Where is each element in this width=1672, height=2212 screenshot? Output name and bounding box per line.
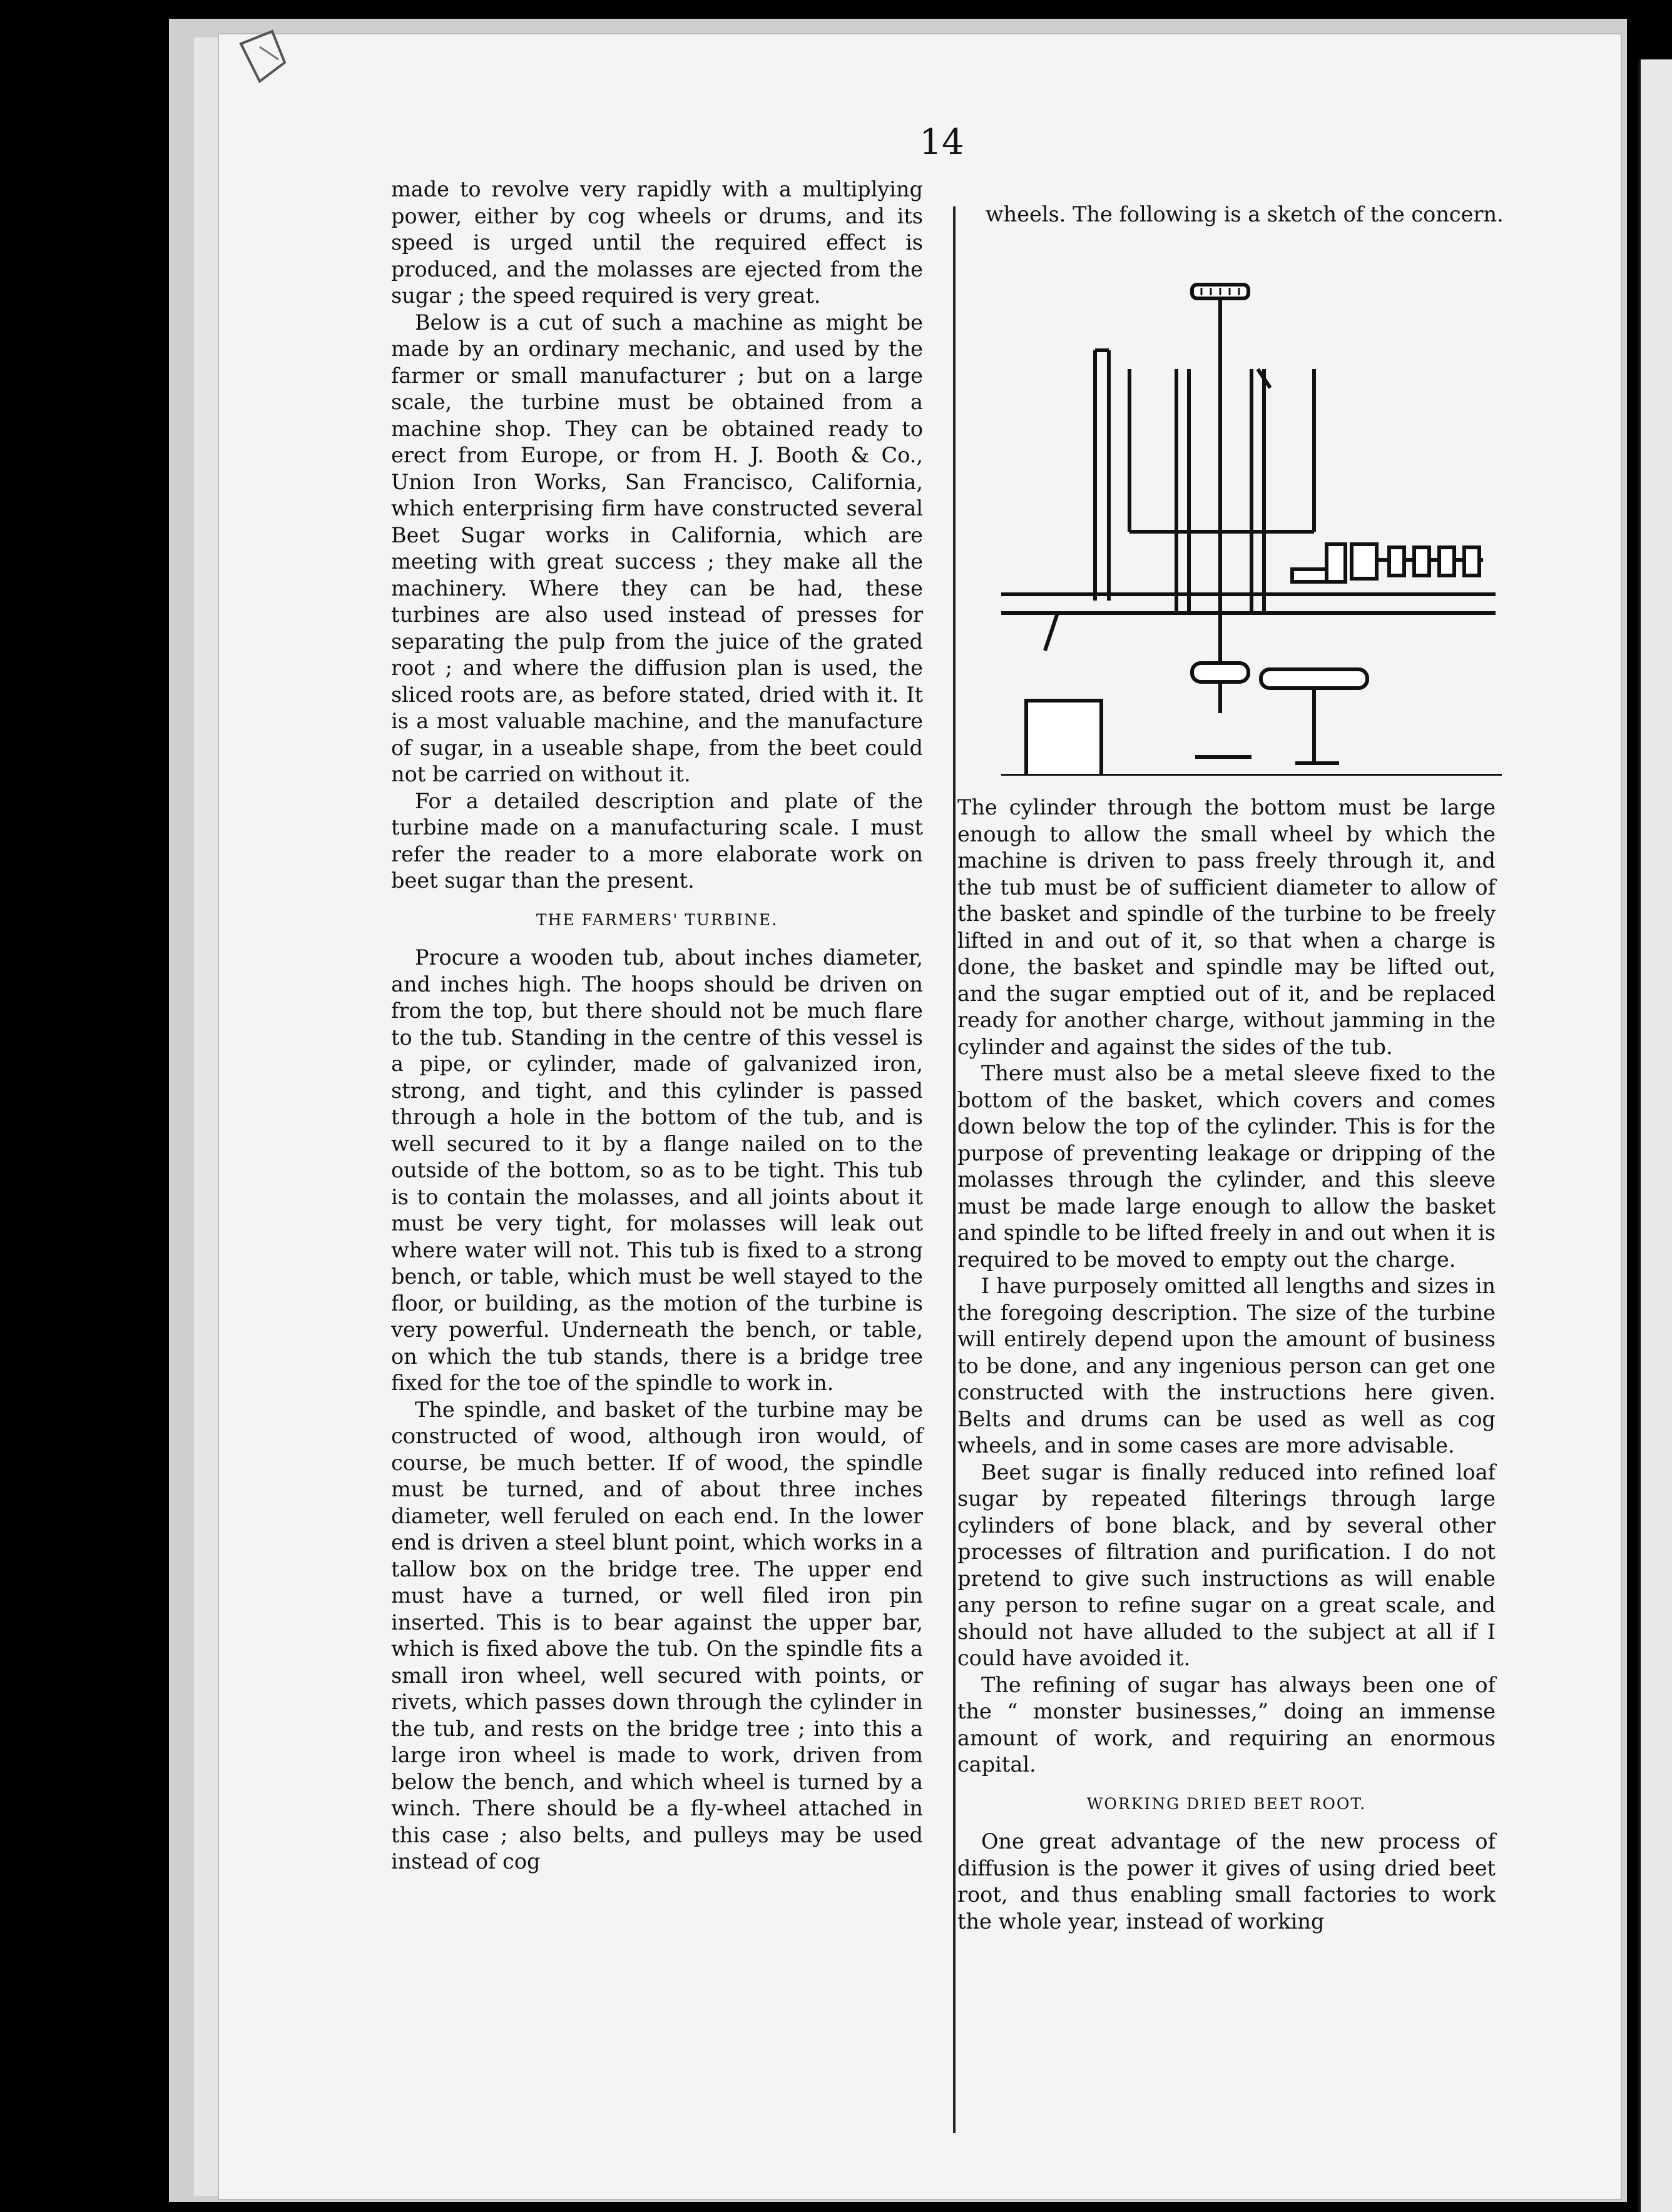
left-paragraph-2: Below is a cut of such a machine as might be made by an ordinary mechanic, and used by the farmer or small manufacturer ; but on a large scale, the turbine must be obtained from a machine shop. They can be obtained ready to erect from Europe, or from H. J. Booth & Co., Union Iron Works, San Francisco, California, which enterprising firm have constructed several Beet Sugar works in California, which are meeting with great success ; they make all the machinery. Where they can be had, these turbines are also used instead of presses for separating the pulp from the juice of the grated root ; and where the diffusion plan is used, the sliced roots are, as before stated, dried with it. It is a most valuable machine, and the manufacture of sugar, in a useable shape, from the beet could not be carried on without it. [391,310,923,786]
right-paragraph-2: There must also be a metal sleeve fixed to the bottom of the basket, which covers and comes down below the top of the cylinder. This is for the purpose of preventing leakage or dripping of the molasses through the cylinder, and this sleeve must be made large enough to allow the basket and spindle to be lifted freely in and out when it is required to be moved to empty out the charge. [957,1061,1496,1272]
left-paragraph-5: The spindle, and basket of the turbine may be constructed of wood, although iron would, of course, be much better. If of wood, the spindle must be turned, and of about three inches diameter, well feruled on each end. In the lower end is driven a steel blunt point, which works in a tallow box on the bridge tree. The upper end must have a turned, or well filed iron pin inserted. This is to bear against the upper bar, which is fixed above the tub. On the spindle fits a small iron wheel, well secured with points, or rivets, which passes down through the cylinder in the tub, and rests on the bridge tree ; into this a large iron wheel is made to work, driven from below the bench, and which wheel is turned by a winch. There should be a fly-wheel attached in this case ; also belts, and pulleys may be used instead of cog [391,1397,923,1874]
left-column [391,176,923,1875]
right-column-intro [986,201,1524,228]
page-number: 14 [919,122,964,163]
column-divider [953,206,956,2133]
turbine-sketch-icon [1001,275,1508,776]
left-paragraph-4: Procure a wooden tub, about inches diameter, and inches high. The hoops should be driven on from the top, but there should not be much flare to the tub. Standing in the centre of this vessel is a pipe, or cylinder, made of galvanized iron, strong, and tight, and this cylinder is passed through a hole in the bottom of the tub, and is well secured to it by a flange nailed on to the outside of the bottom, so as to be tight. This tub is to contain the molasses, and all joints about it must be very tight, for molasses will leak out where water will not. This tub is fixed to a strong bench, or table, which must be well stayed to the floor, or building, as the motion of the turbine is very powerful. Underneath the bench, or table, on which the tub stands, there is a bridge tree fixed for the toe of the spindle to work in. [391,945,923,1395]
right-paragraph-6: One great advantage of the new process of diffusion is the power it gives of using dried beet root, and thus enabling small factories to work the whole year, instead of working [957,1829,1496,1934]
facing-page-edge [1638,59,1672,2212]
corner-fold-icon [235,25,310,94]
right-paragraph-1: The cylinder through the bottom must be large enough to allow the small wheel by which the machine is driven to pass freely through it, and the tub must be of sufficient diameter to allow of the basket and spindle of the turbine to be freely lifted in and out of it, so that when a charge is done, the basket and spindle may be lifted out, and the sugar emptied out of it, and be replaced ready for another charge, without jamming in the cylinder and against the sides of the tub. [957,795,1496,1059]
section-heading-dried-beet-root: WORKING DRIED BEET ROOT. [1086,1794,1367,1813]
section-heading-farmers-turbine: THE FARMERS' TURBINE. [536,910,778,929]
right-column [957,794,1496,1935]
right-paragraph-5: The refining of sugar has always been one of the “ monster businesses,” doing an immense amount of work, and requiring an enormous capital. [957,1672,1496,1777]
right-paragraph-4: Beet sugar is finally reduced into refined loaf sugar by repeated filterings through large cylinders of bone black, and by several other processes of filtration and purification. I do not pretend to give such instructions as will enable any person to refine sugar on a great scale, and should not have alluded to the subject at all if I could have avoided it. [957,1459,1496,1670]
left-paragraph-1: made to revolve very rapidly with a multiplying power, either by cog wheels or drums, and its speed is urged until the required effect is produced, and the molasses are ejected from the sugar ; the speed required is very great. [391,177,923,308]
right-intro-text: wheels. The following is a sketch of the concern. [986,202,1504,226]
right-paragraph-3: I have purposely omitted all lengths and sizes in the foregoing description. The size of the turbine will entirely depend upon the amount of business to be done, and any ingenious person can get one constructed with the instructions here given. Belts and drums can be used as well as cog wheels, and in some cases are more advisable. [957,1274,1496,1458]
left-paragraph-3: For a detailed description and plate of the turbine made on a manufacturing scale. I must refer the reader to a more elaborate work on beet sugar than the present. [391,788,923,893]
